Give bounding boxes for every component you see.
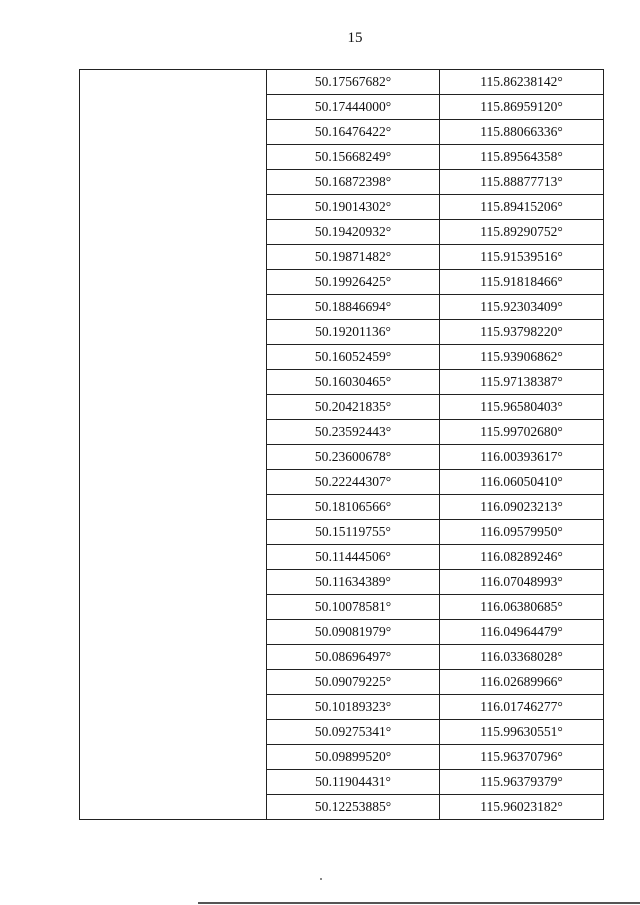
latitude-cell: 50.15119755° [267, 520, 440, 545]
longitude-cell: 116.06050410° [440, 470, 604, 495]
longitude-cell: 115.91818466° [440, 270, 604, 295]
longitude-cell: 116.09579950° [440, 520, 604, 545]
longitude-cell: 115.97138387° [440, 370, 604, 395]
latitude-cell: 50.16030465° [267, 370, 440, 395]
latitude-cell: 50.22244307° [267, 470, 440, 495]
longitude-cell: 116.00393617° [440, 445, 604, 470]
latitude-cell: 50.23592443° [267, 420, 440, 445]
latitude-cell: 50.11904431° [267, 770, 440, 795]
longitude-cell: 115.96580403° [440, 395, 604, 420]
longitude-cell: 115.89290752° [440, 220, 604, 245]
latitude-cell: 50.10189323° [267, 695, 440, 720]
longitude-cell: 115.86959120° [440, 95, 604, 120]
longitude-cell: 116.09023213° [440, 495, 604, 520]
longitude-cell: 115.96370796° [440, 745, 604, 770]
longitude-cell: 115.99630551° [440, 720, 604, 745]
longitude-cell: 115.89564358° [440, 145, 604, 170]
scan-speck [320, 878, 322, 880]
longitude-cell: 116.02689966° [440, 670, 604, 695]
table-row [80, 70, 604, 95]
longitude-cell: 115.96023182° [440, 795, 604, 820]
longitude-cell: 115.93798220° [440, 320, 604, 345]
latitude-cell: 50.09899520° [267, 745, 440, 770]
latitude-cell: 50.19420932° [267, 220, 440, 245]
longitude-cell: 116.03368028° [440, 645, 604, 670]
latitude-cell: 50.18106566° [267, 495, 440, 520]
longitude-cell: 116.04964479° [440, 620, 604, 645]
latitude-cell: 50.19926425° [267, 270, 440, 295]
latitude-cell: 50.18846694° [267, 295, 440, 320]
longitude-cell: 116.06380685° [440, 595, 604, 620]
longitude-cell: 115.92303409° [440, 295, 604, 320]
longitude-cell: 116.01746277° [440, 695, 604, 720]
coordinates-table [79, 69, 604, 820]
longitude-cell: 115.86238142° [440, 70, 604, 95]
latitude-cell: 50.11634389° [267, 570, 440, 595]
latitude-cell: 50.12253885° [267, 795, 440, 820]
latitude-cell: 50.09275341° [267, 720, 440, 745]
latitude-cell: 50.17567682° [267, 70, 440, 95]
latitude-cell: 50.19871482° [267, 245, 440, 270]
latitude-cell: 50.16476422° [267, 120, 440, 145]
longitude-cell: 115.99702680° [440, 420, 604, 445]
longitude-cell: 115.93906862° [440, 345, 604, 370]
latitude-cell: 50.10078581° [267, 595, 440, 620]
latitude-cell: 50.19201136° [267, 320, 440, 345]
longitude-cell: 115.91539516° [440, 245, 604, 270]
latitude-cell: 50.20421835° [267, 395, 440, 420]
latitude-cell: 50.19014302° [267, 195, 440, 220]
merged-name-cell [80, 70, 267, 820]
latitude-cell: 50.23600678° [267, 445, 440, 470]
coordinates-table-body [80, 70, 604, 820]
latitude-cell: 50.09081979° [267, 620, 440, 645]
longitude-cell: 115.89415206° [440, 195, 604, 220]
longitude-cell: 115.88877713° [440, 170, 604, 195]
longitude-cell: 116.08289246° [440, 545, 604, 570]
latitude-cell: 50.08696497° [267, 645, 440, 670]
longitude-cell: 115.88066336° [440, 120, 604, 145]
latitude-cell: 50.16872398° [267, 170, 440, 195]
page-number: 15 [347, 30, 363, 46]
latitude-cell: 50.17444000° [267, 95, 440, 120]
scan-edge-line [198, 902, 640, 904]
longitude-cell: 116.07048993° [440, 570, 604, 595]
latitude-cell: 50.16052459° [267, 345, 440, 370]
latitude-cell: 50.11444506° [267, 545, 440, 570]
latitude-cell: 50.09079225° [267, 670, 440, 695]
latitude-cell: 50.15668249° [267, 145, 440, 170]
longitude-cell: 115.96379379° [440, 770, 604, 795]
